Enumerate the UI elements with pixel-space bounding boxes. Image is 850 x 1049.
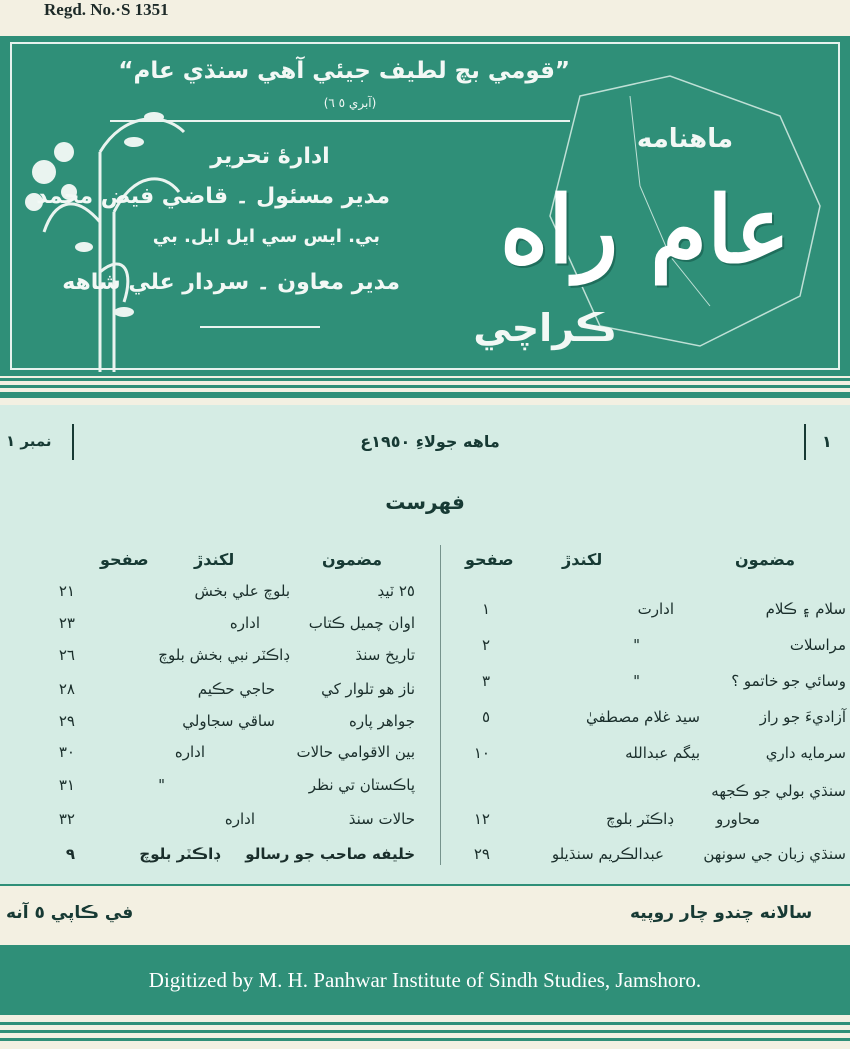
- editor-name: مدير مسئول ۔ قاضي فيض محمد: [36, 184, 390, 209]
- toc-subject: ناز هو تلوار کي: [321, 680, 415, 698]
- toc-row[interactable]: [30, 712, 435, 740]
- toc-subject: سلام ۽ ڪلام: [765, 600, 846, 618]
- divider-stripe: [0, 1022, 850, 1025]
- toc-page: ٣١: [58, 776, 75, 794]
- toc-author: ": [158, 776, 165, 794]
- left-col-subject-header: مضمون: [322, 550, 383, 569]
- toc-title: فهرست: [385, 490, 465, 514]
- toc-page: ٢٨: [58, 680, 75, 698]
- editor-degrees: بي. ايس سي ايل ايل. بي: [152, 226, 380, 247]
- toc-row[interactable]: [30, 582, 435, 610]
- issue-number: نمبر ١: [6, 432, 52, 450]
- toc-page: ٢٦: [58, 646, 75, 664]
- divider-stripe: [0, 1030, 850, 1033]
- toc-page: ٢٣: [58, 614, 75, 632]
- assistant-editor: مدير معاون ۔ سردار علي شاهه: [62, 270, 400, 295]
- toc-page: ٣٠: [58, 743, 75, 761]
- right-col-page-header: صفحو: [465, 550, 514, 569]
- toc-row[interactable]: [450, 744, 850, 772]
- toc-author: ساقي سجاولي: [182, 712, 275, 730]
- toc-page: ١٢: [473, 810, 490, 828]
- toc-row[interactable]: [30, 776, 435, 804]
- toc-row[interactable]: [30, 680, 435, 708]
- toc-row[interactable]: [450, 600, 850, 628]
- editorial-board: ادارهٔ تحرير: [210, 144, 330, 169]
- toc-row[interactable]: [450, 782, 850, 810]
- left-col-author-header: لکندڙ: [194, 550, 235, 569]
- divider-stripe: [0, 884, 850, 886]
- toc-page: ٢١: [58, 582, 75, 600]
- toc-page: ٥: [481, 708, 490, 726]
- divider-stripe: [0, 378, 850, 381]
- header-quote-reference: (آبري ٥ ٦): [323, 96, 377, 110]
- masthead-header: [0, 36, 850, 376]
- divider-stripe: [0, 1038, 850, 1041]
- header-rule: [110, 120, 570, 122]
- toc-subject: مراسلات: [789, 636, 846, 654]
- toc-subject: سنڌي بولي جو ڪجهه: [711, 782, 846, 800]
- toc-subject: وسائي جو خاتمو ؟: [731, 672, 846, 690]
- toc-subject: ٢٥ ٽيڊ: [377, 582, 415, 600]
- toc-subject: پاڪستان تي نظر: [308, 776, 415, 794]
- toc-page: ١: [481, 600, 490, 618]
- toc-page: ٢: [481, 636, 490, 654]
- header-quote: ”قومي بچ لطيف جيئي آهي سنڌي عام“: [118, 58, 570, 84]
- toc-row[interactable]: [30, 845, 435, 873]
- toc-page: ٣: [481, 672, 490, 690]
- toc-subject: سنڌي زبان جي سونهن: [703, 845, 846, 863]
- left-col-page-header: صفحو: [100, 550, 149, 569]
- toc-row[interactable]: [450, 708, 850, 736]
- toc-subject: سرمايه داري: [765, 744, 846, 762]
- toc-author: بلوچ علي بخش: [194, 582, 290, 600]
- toc-subject: اوان چميل ڪتاب: [308, 614, 415, 632]
- annual-subscription: سالانه چندو چار روپيه: [630, 903, 813, 923]
- toc-author: اداره: [224, 810, 255, 828]
- toc-page: ٢٩: [58, 712, 75, 730]
- toc-page: ٢٩: [473, 845, 490, 863]
- divider-stripe: [0, 385, 850, 388]
- ornament-divider: [200, 326, 320, 328]
- toc-subject: حالات سنڌ: [348, 810, 415, 828]
- toc-author: ": [633, 636, 640, 654]
- masthead-title: عام راه: [499, 176, 791, 284]
- toc-author: اداره: [229, 614, 260, 632]
- toc-author: ڊاڪٽر بلوچ: [605, 810, 674, 828]
- copy-price: في ڪاپي ٥ آنه: [6, 903, 134, 923]
- toc-row[interactable]: [30, 810, 435, 838]
- toc-row[interactable]: [30, 646, 435, 674]
- toc-subject: جواهر پاره: [349, 712, 415, 730]
- toc-row[interactable]: [30, 614, 435, 642]
- digitization-credit: Digitized by M. H. Panhwar Institute of Sindh Studies, Jamshoro.: [148, 968, 702, 992]
- toc-subject: خليفه صاحب جو رسالو: [245, 845, 415, 863]
- toc-author: ڊاڪٽر نبي بخش بلوچ: [158, 646, 290, 664]
- toc-page: ٣٢: [58, 810, 75, 828]
- toc-subject: آزاديءَ جو راز: [759, 708, 846, 726]
- toc-row[interactable]: [30, 743, 435, 771]
- toc-row[interactable]: [450, 810, 850, 838]
- bracket-right: [804, 424, 812, 460]
- toc-row[interactable]: [450, 845, 850, 873]
- toc-author: ادارت: [637, 600, 674, 618]
- registration-number: Regd. No.·S 1351: [44, 0, 169, 19]
- toc-author: سيد غلام مصطفيٰ: [585, 708, 700, 726]
- issue-info-bar: [0, 420, 850, 466]
- monthly-label: ماهنامه: [636, 124, 734, 154]
- toc-author: اداره: [174, 743, 205, 761]
- right-col-author-header: لکندڙ: [562, 550, 603, 569]
- city-name: ڪراچي: [473, 306, 617, 350]
- toc-subject: محاورو: [715, 810, 760, 828]
- volume-number: ١: [822, 432, 832, 451]
- issue-date: ماهه جولاءِ ١٩٥٠ع: [360, 432, 500, 451]
- column-divider: [440, 545, 441, 865]
- floral-ornament-icon: [14, 72, 194, 372]
- toc-author: عبدالڪريم سنڌيلو: [551, 845, 664, 863]
- toc-author: ڊاڪٽر بلوچ: [139, 845, 220, 863]
- toc-author: بيگم عبدالله: [625, 744, 700, 762]
- divider-stripe: [0, 392, 850, 398]
- toc-row[interactable]: [450, 636, 850, 664]
- toc-author: حاجي حڪيم: [197, 680, 275, 698]
- bracket-left: [66, 424, 74, 460]
- toc-page: ١٠: [473, 744, 490, 762]
- toc-page: ٩: [65, 845, 75, 863]
- toc-row[interactable]: [450, 672, 850, 700]
- right-col-subject-header: مضمون: [735, 550, 796, 569]
- toc-author: ": [633, 672, 640, 690]
- toc-subject: بين الاقوامي حالات: [296, 743, 415, 761]
- toc-subject: تاريخ سنڌ: [355, 646, 415, 664]
